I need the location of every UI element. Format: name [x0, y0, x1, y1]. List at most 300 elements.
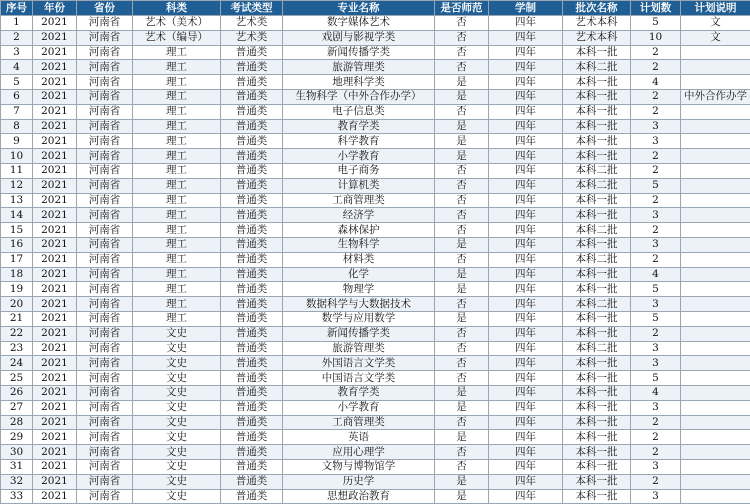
cell-col-plan-count: 5: [631, 371, 681, 386]
cell-col-subject: 理工: [133, 104, 221, 119]
cell-col-exam-type: 普通类: [221, 134, 283, 149]
cell-col-plan-note: [681, 45, 750, 60]
cell-col-plan-count: 2: [631, 149, 681, 164]
cell-col-teacher-training: 是: [435, 474, 489, 489]
cell-col-subject: 理工: [133, 267, 221, 282]
cell-col-year: 2021: [33, 45, 77, 60]
cell-col-subject: 理工: [133, 149, 221, 164]
cell-col-subject: 理工: [133, 297, 221, 312]
cell-col-duration: 四年: [489, 178, 563, 193]
cell-col-subject: 理工: [133, 45, 221, 60]
cell-col-plan-note: [681, 119, 750, 134]
cell-col-year: 2021: [33, 134, 77, 149]
cell-col-teacher-training: 否: [435, 445, 489, 460]
cell-col-year: 2021: [33, 104, 77, 119]
cell-col-plan-note: [681, 163, 750, 178]
table-row: [1, 237, 750, 252]
cell-col-exam-type: 艺术类: [221, 16, 283, 31]
table-row: [1, 430, 750, 445]
cell-col-major: 外国语言文学类: [283, 356, 435, 371]
cell-col-teacher-training: 是: [435, 430, 489, 445]
cell-col-duration: 四年: [489, 60, 563, 75]
cell-col-plan-note: 文: [681, 30, 750, 45]
cell-col-batch: 本科二批: [563, 341, 631, 356]
cell-col-duration: 四年: [489, 193, 563, 208]
cell-col-year: 2021: [33, 30, 77, 45]
cell-col-duration: 四年: [489, 489, 563, 504]
table-body: [1, 16, 750, 504]
cell-col-plan-note: [681, 208, 750, 223]
cell-col-batch: 本科一批: [563, 134, 631, 149]
cell-col-plan-count: 3: [631, 489, 681, 504]
header-col-year: 年份: [33, 1, 77, 16]
cell-col-plan-note: [681, 60, 750, 75]
cell-col-index: 24: [1, 356, 33, 371]
cell-col-index: 16: [1, 237, 33, 252]
cell-col-plan-count: 3: [631, 208, 681, 223]
header-col-teacher-training: 是否师范: [435, 1, 489, 16]
cell-col-year: 2021: [33, 474, 77, 489]
cell-col-teacher-training: 是: [435, 311, 489, 326]
cell-col-duration: 四年: [489, 89, 563, 104]
header-row: [1, 1, 750, 16]
cell-col-exam-type: 普通类: [221, 252, 283, 267]
table-row: [1, 400, 750, 415]
cell-col-duration: 四年: [489, 326, 563, 341]
cell-col-province: 河南省: [77, 193, 133, 208]
cell-col-index: 1: [1, 16, 33, 31]
cell-col-duration: 四年: [489, 385, 563, 400]
table-row: [1, 149, 750, 164]
table-row: [1, 385, 750, 400]
cell-col-exam-type: 普通类: [221, 60, 283, 75]
cell-col-exam-type: 普通类: [221, 223, 283, 238]
cell-col-duration: 四年: [489, 16, 563, 31]
cell-col-teacher-training: 否: [435, 252, 489, 267]
cell-col-plan-count: 5: [631, 16, 681, 31]
cell-col-subject: 理工: [133, 163, 221, 178]
cell-col-plan-count: 2: [631, 252, 681, 267]
cell-col-province: 河南省: [77, 149, 133, 164]
cell-col-subject: 文史: [133, 430, 221, 445]
cell-col-plan-note: [681, 474, 750, 489]
cell-col-plan-count: 3: [631, 237, 681, 252]
cell-col-plan-count: 5: [631, 311, 681, 326]
cell-col-subject: 文史: [133, 385, 221, 400]
cell-col-batch: 本科二批: [563, 163, 631, 178]
cell-col-exam-type: 普通类: [221, 89, 283, 104]
cell-col-batch: 本科二批: [563, 297, 631, 312]
cell-col-subject: 文史: [133, 326, 221, 341]
cell-col-province: 河南省: [77, 282, 133, 297]
cell-col-province: 河南省: [77, 311, 133, 326]
cell-col-plan-count: 4: [631, 385, 681, 400]
cell-col-exam-type: 普通类: [221, 297, 283, 312]
cell-col-major: 生物科学（中外合作办学）: [283, 89, 435, 104]
cell-col-exam-type: 普通类: [221, 119, 283, 134]
cell-col-plan-note: [681, 178, 750, 193]
cell-col-index: 25: [1, 371, 33, 386]
table-row: [1, 30, 750, 45]
cell-col-plan-count: 4: [631, 267, 681, 282]
cell-col-plan-note: [681, 75, 750, 90]
cell-col-exam-type: 普通类: [221, 474, 283, 489]
cell-col-index: 3: [1, 45, 33, 60]
cell-col-exam-type: 普通类: [221, 445, 283, 460]
cell-col-plan-note: [681, 223, 750, 238]
cell-col-plan-count: 4: [631, 75, 681, 90]
cell-col-major: 教育学类: [283, 385, 435, 400]
cell-col-teacher-training: 否: [435, 208, 489, 223]
cell-col-plan-count: 2: [631, 474, 681, 489]
cell-col-subject: 理工: [133, 134, 221, 149]
cell-col-plan-note: [681, 445, 750, 460]
cell-col-plan-count: 3: [631, 400, 681, 415]
table-row: [1, 60, 750, 75]
cell-col-teacher-training: 是: [435, 237, 489, 252]
cell-col-teacher-training: 是: [435, 282, 489, 297]
cell-col-duration: 四年: [489, 237, 563, 252]
cell-col-exam-type: 普通类: [221, 193, 283, 208]
cell-col-major: 旅游管理类: [283, 341, 435, 356]
cell-col-batch: 本科一批: [563, 119, 631, 134]
cell-col-major: 工商管理类: [283, 193, 435, 208]
cell-col-province: 河南省: [77, 297, 133, 312]
cell-col-subject: 艺术（编导）: [133, 30, 221, 45]
table-row: [1, 208, 750, 223]
cell-col-index: 8: [1, 119, 33, 134]
cell-col-duration: 四年: [489, 104, 563, 119]
cell-col-teacher-training: 否: [435, 193, 489, 208]
table-row: [1, 104, 750, 119]
cell-col-index: 9: [1, 134, 33, 149]
cell-col-plan-note: [681, 237, 750, 252]
cell-col-plan-note: [681, 104, 750, 119]
cell-col-major: 物理学: [283, 282, 435, 297]
cell-col-province: 河南省: [77, 237, 133, 252]
cell-col-plan-note: [681, 371, 750, 386]
cell-col-subject: 文史: [133, 474, 221, 489]
cell-col-province: 河南省: [77, 178, 133, 193]
cell-col-duration: 四年: [489, 163, 563, 178]
cell-col-batch: 本科一批: [563, 474, 631, 489]
cell-col-province: 河南省: [77, 474, 133, 489]
cell-col-year: 2021: [33, 208, 77, 223]
table-row: [1, 474, 750, 489]
cell-col-province: 河南省: [77, 134, 133, 149]
cell-col-teacher-training: 是: [435, 267, 489, 282]
table-row: [1, 252, 750, 267]
cell-col-subject: 理工: [133, 60, 221, 75]
cell-col-index: 23: [1, 341, 33, 356]
cell-col-batch: 本科二批: [563, 252, 631, 267]
cell-col-major: 数据科学与大数据技术: [283, 297, 435, 312]
table-row: [1, 489, 750, 504]
cell-col-year: 2021: [33, 16, 77, 31]
table-row: [1, 459, 750, 474]
header-col-batch: 批次名称: [563, 1, 631, 16]
cell-col-teacher-training: 否: [435, 30, 489, 45]
table-row: [1, 89, 750, 104]
cell-col-teacher-training: 否: [435, 104, 489, 119]
cell-col-duration: 四年: [489, 267, 563, 282]
cell-col-province: 河南省: [77, 163, 133, 178]
cell-col-duration: 四年: [489, 208, 563, 223]
cell-col-plan-count: 3: [631, 459, 681, 474]
cell-col-plan-note: [681, 415, 750, 430]
cell-col-province: 河南省: [77, 208, 133, 223]
cell-col-major: 文物与博物馆学: [283, 459, 435, 474]
cell-col-exam-type: 普通类: [221, 45, 283, 60]
cell-col-exam-type: 普通类: [221, 400, 283, 415]
cell-col-province: 河南省: [77, 223, 133, 238]
cell-col-province: 河南省: [77, 104, 133, 119]
table-row: [1, 223, 750, 238]
cell-col-exam-type: 普通类: [221, 311, 283, 326]
cell-col-major: 思想政治教育: [283, 489, 435, 504]
cell-col-year: 2021: [33, 60, 77, 75]
cell-col-exam-type: 普通类: [221, 459, 283, 474]
cell-col-duration: 四年: [489, 119, 563, 134]
cell-col-duration: 四年: [489, 223, 563, 238]
cell-col-duration: 四年: [489, 474, 563, 489]
cell-col-teacher-training: 否: [435, 178, 489, 193]
table-header: [1, 1, 750, 16]
cell-col-plan-count: 2: [631, 415, 681, 430]
cell-col-plan-count: 2: [631, 430, 681, 445]
cell-col-batch: 本科一批: [563, 430, 631, 445]
table-row: [1, 282, 750, 297]
cell-col-year: 2021: [33, 282, 77, 297]
table-row: [1, 311, 750, 326]
cell-col-exam-type: 普通类: [221, 149, 283, 164]
cell-col-plan-note: [681, 385, 750, 400]
cell-col-duration: 四年: [489, 341, 563, 356]
cell-col-plan-note: [681, 341, 750, 356]
cell-col-year: 2021: [33, 223, 77, 238]
cell-col-exam-type: 普通类: [221, 267, 283, 282]
cell-col-teacher-training: 否: [435, 16, 489, 31]
table-row: [1, 134, 750, 149]
cell-col-index: 21: [1, 311, 33, 326]
cell-col-subject: 文史: [133, 371, 221, 386]
cell-col-subject: 文史: [133, 341, 221, 356]
cell-col-year: 2021: [33, 415, 77, 430]
cell-col-duration: 四年: [489, 282, 563, 297]
cell-col-duration: 四年: [489, 134, 563, 149]
cell-col-batch: 本科一批: [563, 237, 631, 252]
cell-col-plan-count: 2: [631, 60, 681, 75]
table-row: [1, 163, 750, 178]
cell-col-batch: 本科一批: [563, 149, 631, 164]
cell-col-subject: 理工: [133, 75, 221, 90]
table-row: [1, 371, 750, 386]
cell-col-duration: 四年: [489, 445, 563, 460]
cell-col-exam-type: 普通类: [221, 75, 283, 90]
cell-col-teacher-training: 否: [435, 163, 489, 178]
cell-col-year: 2021: [33, 489, 77, 504]
cell-col-batch: 本科一批: [563, 356, 631, 371]
cell-col-exam-type: 普通类: [221, 326, 283, 341]
cell-col-index: 6: [1, 89, 33, 104]
cell-col-index: 7: [1, 104, 33, 119]
header-col-province: 省份: [77, 1, 133, 16]
cell-col-subject: 理工: [133, 282, 221, 297]
cell-col-teacher-training: 否: [435, 415, 489, 430]
cell-col-teacher-training: 否: [435, 341, 489, 356]
table-row: [1, 415, 750, 430]
cell-col-exam-type: 普通类: [221, 104, 283, 119]
cell-col-province: 河南省: [77, 119, 133, 134]
cell-col-plan-note: [681, 149, 750, 164]
cell-col-batch: 本科一批: [563, 400, 631, 415]
cell-col-plan-note: [681, 267, 750, 282]
cell-col-index: 17: [1, 252, 33, 267]
cell-col-subject: 文史: [133, 356, 221, 371]
cell-col-subject: 文史: [133, 445, 221, 460]
cell-col-major: 小学教育: [283, 400, 435, 415]
cell-col-plan-count: 2: [631, 89, 681, 104]
cell-col-year: 2021: [33, 341, 77, 356]
cell-col-major: 材料类: [283, 252, 435, 267]
cell-col-plan-count: 2: [631, 326, 681, 341]
cell-col-subject: 理工: [133, 119, 221, 134]
cell-col-plan-count: 5: [631, 282, 681, 297]
cell-col-subject: 文史: [133, 415, 221, 430]
cell-col-plan-note: [681, 356, 750, 371]
cell-col-province: 河南省: [77, 371, 133, 386]
cell-col-year: 2021: [33, 267, 77, 282]
cell-col-batch: 本科一批: [563, 459, 631, 474]
cell-col-plan-note: [681, 430, 750, 445]
cell-col-batch: 本科一批: [563, 371, 631, 386]
cell-col-year: 2021: [33, 356, 77, 371]
cell-col-teacher-training: 否: [435, 45, 489, 60]
cell-col-teacher-training: 是: [435, 89, 489, 104]
cell-col-province: 河南省: [77, 489, 133, 504]
cell-col-major: 数学与应用数学: [283, 311, 435, 326]
cell-col-batch: 本科一批: [563, 282, 631, 297]
cell-col-year: 2021: [33, 445, 77, 460]
cell-col-province: 河南省: [77, 267, 133, 282]
cell-col-plan-note: [681, 400, 750, 415]
cell-col-year: 2021: [33, 430, 77, 445]
cell-col-batch: 本科二批: [563, 223, 631, 238]
header-col-index: 序号: [1, 1, 33, 16]
cell-col-plan-count: 3: [631, 356, 681, 371]
header-col-duration: 学制: [489, 1, 563, 16]
cell-col-major: 森林保护: [283, 223, 435, 238]
cell-col-batch: 本科一批: [563, 415, 631, 430]
cell-col-index: 14: [1, 208, 33, 223]
cell-col-batch: 本科一批: [563, 104, 631, 119]
cell-col-plan-note: [681, 282, 750, 297]
header-col-subject: 科类: [133, 1, 221, 16]
cell-col-province: 河南省: [77, 252, 133, 267]
cell-col-teacher-training: 否: [435, 297, 489, 312]
cell-col-subject: 文史: [133, 489, 221, 504]
table-row: [1, 267, 750, 282]
cell-col-year: 2021: [33, 385, 77, 400]
cell-col-province: 河南省: [77, 356, 133, 371]
cell-col-index: 31: [1, 459, 33, 474]
cell-col-exam-type: 普通类: [221, 282, 283, 297]
cell-col-duration: 四年: [489, 430, 563, 445]
cell-col-index: 33: [1, 489, 33, 504]
cell-col-teacher-training: 是: [435, 119, 489, 134]
cell-col-teacher-training: 是: [435, 149, 489, 164]
cell-col-exam-type: 普通类: [221, 341, 283, 356]
cell-col-plan-note: [681, 297, 750, 312]
header-col-exam-type: 考试类型: [221, 1, 283, 16]
cell-col-plan-note: [681, 459, 750, 474]
cell-col-plan-count: 2: [631, 445, 681, 460]
cell-col-batch: 本科一批: [563, 45, 631, 60]
cell-col-batch: 本科一批: [563, 311, 631, 326]
cell-col-province: 河南省: [77, 75, 133, 90]
cell-col-exam-type: 普通类: [221, 163, 283, 178]
cell-col-index: 2: [1, 30, 33, 45]
cell-col-province: 河南省: [77, 30, 133, 45]
cell-col-index: 10: [1, 149, 33, 164]
cell-col-exam-type: 普通类: [221, 430, 283, 445]
cell-col-exam-type: 普通类: [221, 237, 283, 252]
cell-col-major: 化学: [283, 267, 435, 282]
cell-col-duration: 四年: [489, 297, 563, 312]
cell-col-plan-count: 3: [631, 297, 681, 312]
cell-col-plan-note: [681, 489, 750, 504]
cell-col-duration: 四年: [489, 45, 563, 60]
cell-col-exam-type: 艺术类: [221, 30, 283, 45]
cell-col-year: 2021: [33, 163, 77, 178]
cell-col-major: 旅游管理类: [283, 60, 435, 75]
cell-col-province: 河南省: [77, 400, 133, 415]
cell-col-subject: 理工: [133, 223, 221, 238]
cell-col-batch: 本科一批: [563, 208, 631, 223]
cell-col-teacher-training: 是: [435, 385, 489, 400]
cell-col-exam-type: 普通类: [221, 208, 283, 223]
cell-col-teacher-training: 是: [435, 400, 489, 415]
cell-col-year: 2021: [33, 371, 77, 386]
cell-col-plan-count: 5: [631, 178, 681, 193]
table-row: [1, 297, 750, 312]
cell-col-subject: 文史: [133, 400, 221, 415]
cell-col-year: 2021: [33, 75, 77, 90]
cell-col-plan-count: 10: [631, 30, 681, 45]
cell-col-index: 15: [1, 223, 33, 238]
cell-col-subject: 理工: [133, 208, 221, 223]
cell-col-index: 29: [1, 430, 33, 445]
cell-col-index: 30: [1, 445, 33, 460]
cell-col-province: 河南省: [77, 16, 133, 31]
cell-col-batch: 本科一批: [563, 385, 631, 400]
cell-col-major: 数字媒体艺术: [283, 16, 435, 31]
cell-col-subject: 理工: [133, 193, 221, 208]
cell-col-batch: 艺术本科: [563, 30, 631, 45]
cell-col-index: 27: [1, 400, 33, 415]
cell-col-major: 科学教育: [283, 134, 435, 149]
cell-col-plan-note: [681, 252, 750, 267]
cell-col-province: 河南省: [77, 326, 133, 341]
cell-col-major: 新闻传播学类: [283, 326, 435, 341]
cell-col-batch: 本科一批: [563, 445, 631, 460]
cell-col-plan-note: 文: [681, 16, 750, 31]
cell-col-teacher-training: 是: [435, 134, 489, 149]
cell-col-major: 中国语言文学类: [283, 371, 435, 386]
cell-col-duration: 四年: [489, 311, 563, 326]
cell-col-index: 32: [1, 474, 33, 489]
cell-col-year: 2021: [33, 149, 77, 164]
